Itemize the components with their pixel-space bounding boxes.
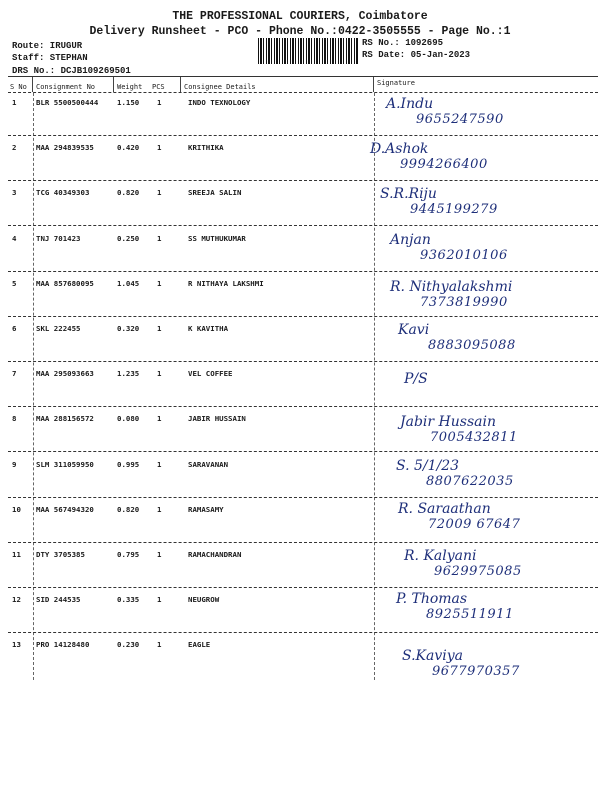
row-weight: 0.230 [117,640,140,649]
row-consignee: RAMASAMY [188,505,224,514]
col-signature: Signature [377,79,415,87]
row-sno: 8 [12,414,17,423]
rs-number: RS No.: 1092695 [362,38,444,48]
signature [402,648,520,679]
col-sep [180,77,181,92]
signature [370,141,488,172]
signature-phone: 8807622035 [426,474,514,489]
row-pcs: 1 [157,414,162,423]
row-sno: 13 [12,640,21,649]
row-pcs: 1 [157,550,162,559]
row-pcs: 1 [157,595,162,604]
signature-name: Kavi [398,322,430,338]
signature-phone: 72009 67647 [428,517,521,532]
row-consignment-no: TCG 40349303 [36,188,90,197]
signature-phone: 9655247590 [416,112,504,127]
company-title: THE PROFESSIONAL COURIERS, Coimbatore [172,10,428,23]
signature [404,371,434,387]
row-consignee: SREEJA SALIN [188,188,242,197]
signature-phone: 9629975085 [434,564,522,579]
row-consignment-no: TNJ 701423 [36,234,81,243]
row-weight: 1.045 [117,279,140,288]
row-consignment-no: SLM 311059950 [36,460,94,469]
signature-name: P. Thomas [396,591,468,607]
row-weight: 0.420 [117,143,140,152]
row-consignee: R NITHAYA LAKSHMI [188,279,264,288]
signature [390,279,512,310]
row-pcs: 1 [157,369,162,378]
col-consignee: Consignee Details [184,83,256,91]
signature [398,501,520,532]
row-separator [8,632,598,633]
signature-name: Anjan [390,232,431,248]
row-separator [8,497,598,498]
row-consignment-no: DTY 3705385 [36,550,85,559]
row-pcs: 1 [157,505,162,514]
row-pcs: 1 [157,640,162,649]
row-pcs: 1 [157,143,162,152]
row-consignment-no: MAA 857680095 [36,279,94,288]
row-sno: 2 [12,143,17,152]
col-sep [113,77,114,92]
signature-phone: 9994266400 [400,157,488,172]
signature-phone: 9362010106 [420,248,508,263]
row-sno: 3 [12,188,17,197]
row-sno: 10 [12,505,21,514]
row-weight: 0.250 [117,234,140,243]
row-pcs: 1 [157,279,162,288]
signature-phone: 9677970357 [432,664,520,679]
header-top-rule [8,76,598,77]
row-consignee: KRITHIKA [188,143,224,152]
row-consignee: SARAVANAN [188,460,229,469]
row-pcs: 1 [157,324,162,333]
row-separator [8,587,598,588]
row-weight: 0.335 [117,595,140,604]
row-separator [8,225,598,226]
signature [400,414,518,445]
row-pcs: 1 [157,188,162,197]
row-separator [8,271,598,272]
row-consignee: SS MUTHUKUMAR [188,234,246,243]
row-sno: 6 [12,324,17,333]
row-consignee: INDO TEXNOLOGY [188,98,251,107]
row-separator [8,361,598,362]
runsheet-title: Delivery Runsheet - PCO - Phone No.:0422-3505555 - Page No.:1 [89,25,511,38]
row-weight: 0.795 [117,550,140,559]
col-sep [32,77,33,92]
row-sno: 1 [12,98,17,107]
barcode [258,38,358,64]
row-consignment-no: PRO 14128480 [36,640,90,649]
row-separator [8,406,598,407]
row-sno: 9 [12,460,17,469]
row-consignee: NEUGROW [188,595,220,604]
signature [380,186,498,217]
row-consignee: RAMACHANDRAN [188,550,242,559]
col-consignment: Consignment No [36,83,96,91]
signature-phone: 8925511911 [426,607,514,622]
header-bottom-rule [8,92,598,93]
row-consignee: VEL COFFEE [188,369,233,378]
signature [390,232,508,263]
signature-name: S.Kaviya [402,648,463,664]
signature-name: A.Indu [386,96,434,112]
signature [396,591,514,622]
signature [386,96,504,127]
row-sno: 5 [12,279,17,288]
signature-phone: 7005432811 [430,430,518,445]
col-weight: Weight [117,83,143,91]
sno-divider [33,93,34,680]
row-separator [8,451,598,452]
drs-number: DRS No.: DCJB109269501 [12,66,131,76]
row-pcs: 1 [157,460,162,469]
row-consignment-no: MAA 567494320 [36,505,94,514]
row-consignment-no: MAA 295093663 [36,369,94,378]
row-consignment-no: BLR 5500500444 [36,98,99,107]
row-consignment-no: SKL 222455 [36,324,81,333]
signature-name: D.Ashok [370,141,429,157]
signature [396,458,514,489]
row-consignment-no: MAA 294839535 [36,143,94,152]
col-pcs: PCS [152,83,165,91]
row-sno: 4 [12,234,17,243]
row-separator [8,180,598,181]
row-consignee: JABIR HUSSAIN [188,414,246,423]
row-pcs: 1 [157,234,162,243]
staff-label: Staff: STEPHAN [12,53,88,63]
row-consignment-no: SID 244535 [36,595,81,604]
signature-phone: 7373819990 [420,295,508,310]
signature-name: P/S [404,371,428,387]
row-sno: 12 [12,595,21,604]
row-consignee: K KAVITHA [188,324,229,333]
row-sno: 7 [12,369,17,378]
row-weight: 0.820 [117,505,140,514]
route-label: Route: IRUGUR [12,41,83,51]
signature [398,322,516,353]
signature-name: R. Saraathan [398,501,491,517]
signature-phone: 8883095088 [428,338,516,353]
signature-name: S. 5/1/23 [396,458,460,474]
signature [404,548,522,579]
row-pcs: 1 [157,98,162,107]
row-separator [8,316,598,317]
row-weight: 0.320 [117,324,140,333]
col-sep [373,77,374,92]
col-sno: S No [10,83,27,91]
row-weight: 0.080 [117,414,140,423]
signature-name: R. Kalyani [404,548,477,564]
signature-name: Jabir Hussain [400,414,496,430]
row-weight: 0.820 [117,188,140,197]
row-weight: 0.995 [117,460,140,469]
row-sno: 11 [12,550,21,559]
row-weight: 1.150 [117,98,140,107]
row-separator [8,542,598,543]
rs-date: RS Date: 05-Jan-2023 [362,50,471,60]
signature-phone: 9445199279 [410,202,498,217]
row-weight: 1.235 [117,369,140,378]
signature-divider [374,93,375,680]
row-separator [8,135,598,136]
signature-name: S.R.Riju [380,186,437,202]
signature-name: R. Nithyalakshmi [390,279,513,295]
row-consignee: EAGLE [188,640,211,649]
row-consignment-no: MAA 288156572 [36,414,94,423]
